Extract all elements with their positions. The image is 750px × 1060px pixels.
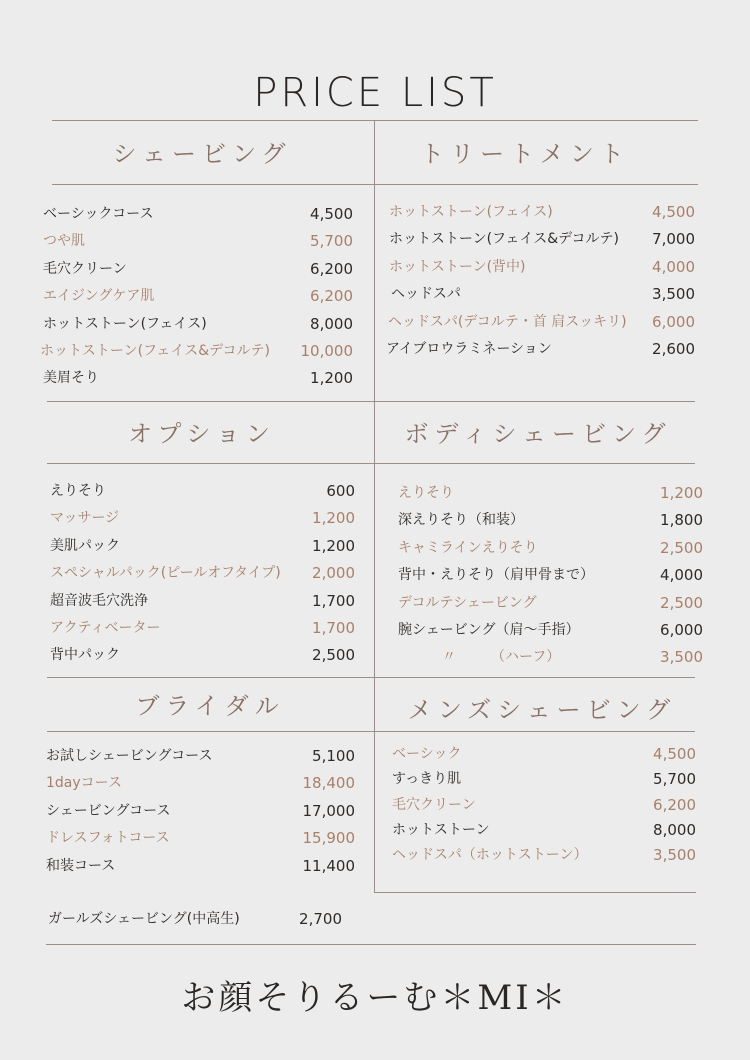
shaving-item-name: ホットストーン(フェイス&デコルテ) — [40, 343, 271, 359]
shaving-item-name: つや肌 — [43, 233, 85, 249]
treatment-item-name: ホットストーン(フェイス&デコルテ) — [389, 231, 620, 247]
shaving-item-price: 4,500 — [310, 205, 353, 223]
bridal-item-price: 18,400 — [302, 774, 355, 792]
option-item-name: アクティベーター — [50, 620, 161, 636]
option-item-price: 1,200 — [312, 509, 355, 527]
shaving-item-name: 毛穴クリーン — [43, 261, 127, 277]
mens-item-name: ヘッドスパ（ホットストーン） — [392, 847, 588, 863]
option-item-name: 背中パック — [50, 647, 120, 663]
treatment-item-price: 7,000 — [652, 230, 695, 248]
body-shaving-item-name: えりそり — [398, 485, 454, 501]
section-title-body-shaving: ボディシェービング — [404, 420, 672, 448]
treatment-item-price: 4,500 — [652, 203, 695, 221]
option-item-price: 600 — [326, 482, 355, 500]
shaving-item-name: エイジングケア肌 — [43, 288, 155, 304]
bridal-item-name: シェービングコース — [46, 803, 171, 819]
rule-under-headers-3 — [47, 731, 695, 732]
shaving-item-price: 10,000 — [300, 342, 353, 360]
body-shaving-item-price: 1,800 — [660, 511, 703, 529]
body-shaving-item-name: 背中・えりそり（肩甲骨まで） — [398, 567, 594, 583]
rule-under-headers-2 — [47, 463, 695, 464]
mens-item-name: ベーシック — [392, 746, 462, 762]
mens-item-price: 4,500 — [653, 745, 696, 763]
treatment-item-name: ホットストーン(フェイス) — [389, 204, 553, 220]
option-item-name: えりそり — [50, 483, 106, 499]
shaving-item-price: 6,200 — [310, 260, 353, 278]
body-shaving-item-name: 腕シェービング（肩～手指） — [398, 622, 580, 638]
body-shaving-item-price: 4,000 — [660, 566, 703, 584]
body-shaving-item-price: 6,000 — [660, 621, 703, 639]
option-item-name: 美肌パック — [50, 538, 120, 554]
option-item-name: 超音波毛穴洗浄 — [50, 593, 148, 609]
shop-name-footer: お顔そりるーむ＊MI＊ — [181, 978, 569, 1018]
girls-shaving-name: ガールズシェービング(中高生) — [48, 911, 240, 927]
mens-item-price: 6,200 — [653, 796, 696, 814]
bridal-item-price: 17,000 — [302, 802, 355, 820]
mens-item-price: 5,700 — [653, 770, 696, 788]
option-item-price: 1,700 — [312, 619, 355, 637]
rule-above-girls — [375, 892, 696, 893]
shaving-item-price: 8,000 — [310, 315, 353, 333]
section-title-option: オプション — [128, 420, 276, 448]
body-shaving-item-name: キャミラインえりそり — [398, 540, 538, 556]
treatment-item-name: ヘッドスパ — [391, 286, 461, 302]
treatment-item-price: 3,500 — [652, 285, 695, 303]
option-item-name: マッサージ — [50, 510, 120, 526]
section-title-treatment: トリートメント — [420, 140, 630, 168]
girls-shaving-price: 2,700 — [299, 910, 342, 928]
bridal-item-name: お試しシェービングコース — [46, 748, 213, 764]
body-shaving-item-price: 1,200 — [660, 484, 703, 502]
shaving-item-name: ベーシックコース — [43, 206, 154, 222]
bridal-item-name: 1dayコース — [46, 775, 122, 791]
option-item-price: 2,000 — [312, 564, 355, 582]
shaving-item-name: 美眉そり — [43, 370, 99, 386]
page-title: PRICE LIST — [253, 70, 497, 116]
mens-item-price: 8,000 — [653, 821, 696, 839]
body-shaving-item-price: 3,500 — [660, 648, 703, 666]
section-title-shaving: シェービング — [112, 140, 292, 168]
rule-under-headers-1 — [52, 184, 698, 185]
shaving-item-price: 1,200 — [310, 369, 353, 387]
mens-item-name: すっきり肌 — [392, 771, 462, 787]
shaving-item-price: 6,200 — [310, 287, 353, 305]
bridal-item-name: 和装コース — [46, 858, 116, 874]
treatment-item-name: ホットストーン(背中) — [389, 259, 526, 275]
section-title-mens: メンズシェービング — [407, 696, 677, 724]
body-shaving-item-name: 深えりそり（和装） — [398, 512, 524, 528]
mens-item-name: 毛穴クリーン — [392, 797, 476, 813]
bridal-item-price: 11,400 — [302, 857, 355, 875]
rule-bottom — [46, 944, 696, 945]
rule-row-3 — [47, 677, 695, 678]
body-shaving-item-name: デコルテシェービング — [398, 595, 537, 611]
body-shaving-item-price: 2,500 — [660, 539, 703, 557]
body-shaving-item-price: 2,500 — [660, 594, 703, 612]
treatment-item-price: 6,000 — [652, 313, 695, 331]
shaving-item-name: ホットストーン(フェイス) — [43, 316, 207, 332]
mens-item-name: ホットストーン — [392, 822, 490, 838]
rule-top — [52, 120, 698, 121]
rule-row-2 — [47, 401, 695, 402]
treatment-item-name: ヘッドスパ(デコルテ・首 肩スッキリ) — [388, 314, 627, 330]
treatment-item-name: アイブロウラミネーション — [386, 341, 552, 357]
bridal-item-price: 5,100 — [312, 747, 355, 765]
shaving-item-price: 5,700 — [310, 232, 353, 250]
option-item-price: 1,200 — [312, 537, 355, 555]
treatment-item-price: 2,600 — [652, 340, 695, 358]
section-title-bridal: ブライダル — [135, 692, 285, 720]
column-divider — [374, 120, 375, 893]
option-item-name: スペシャルパック(ピールオフタイプ) — [50, 565, 281, 581]
treatment-item-price: 4,000 — [652, 258, 695, 276]
option-item-price: 2,500 — [312, 646, 355, 664]
mens-item-price: 3,500 — [653, 846, 696, 864]
bridal-item-price: 15,900 — [302, 829, 355, 847]
bridal-item-name: ドレスフォトコース — [46, 830, 170, 846]
option-item-price: 1,700 — [312, 592, 355, 610]
body-shaving-item-name: 〃 （ハーフ） — [442, 649, 561, 665]
